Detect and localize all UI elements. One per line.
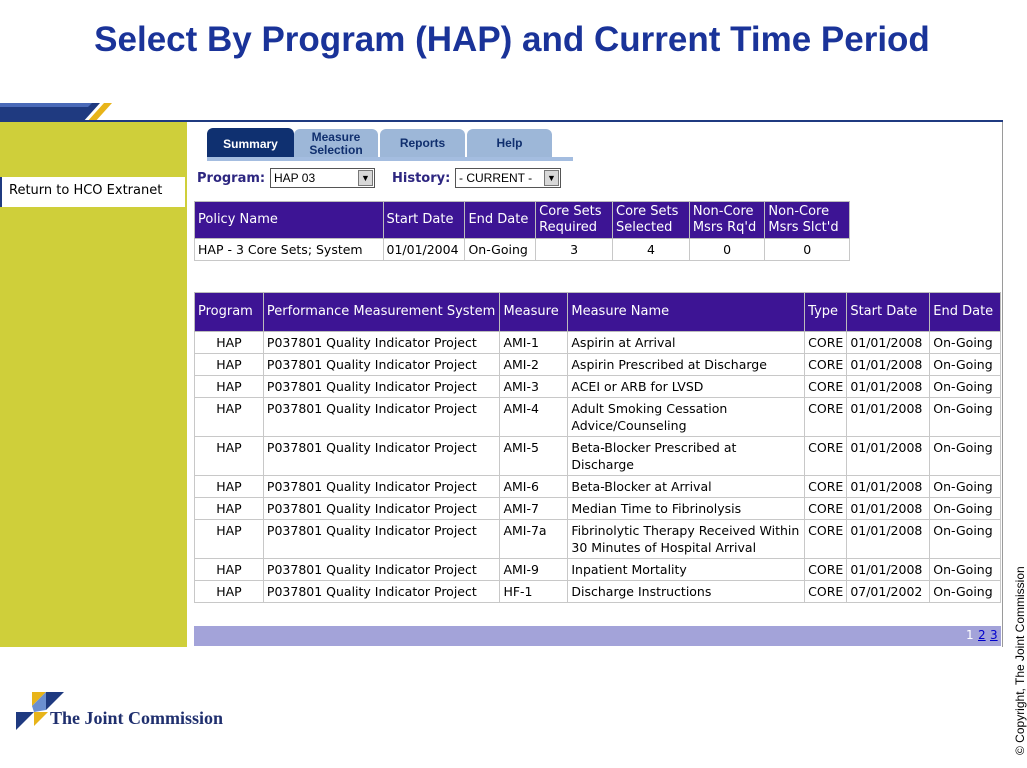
measurement-system-cell: P037801 Quality Indicator Project bbox=[263, 476, 500, 498]
col-performance-measurement-system: Performance Measurement System bbox=[263, 293, 500, 332]
table-row[interactable] bbox=[195, 498, 1001, 520]
end-date-cell: On-Going bbox=[930, 559, 1001, 581]
program-cell: HAP bbox=[195, 376, 264, 398]
program-select-value: HAP 03 bbox=[274, 171, 316, 185]
program-cell: HAP bbox=[195, 581, 264, 603]
core-sets-selected-cell: 4 bbox=[613, 239, 690, 261]
measure-code-cell: AMI-2 bbox=[500, 354, 568, 376]
start-date-cell: 01/01/2008 bbox=[847, 437, 930, 476]
start-date-cell: 01/01/2008 bbox=[847, 332, 930, 354]
measurement-system-cell: P037801 Quality Indicator Project bbox=[263, 398, 500, 437]
end-date-cell: On-Going bbox=[930, 520, 1001, 559]
measurement-system-cell: P037801 Quality Indicator Project bbox=[263, 376, 500, 398]
measure-name-cell: Inpatient Mortality bbox=[568, 559, 805, 581]
measure-name-cell: Discharge Instructions bbox=[568, 581, 805, 603]
measure-code-cell: HF-1 bbox=[500, 581, 568, 603]
start-date-cell: 07/01/2002 bbox=[847, 581, 930, 603]
measure-name-cell: Adult Smoking Cessation Advice/Counseling bbox=[568, 398, 805, 437]
col-noncore-required: Non-Core Msrs Rq'd bbox=[689, 202, 765, 239]
program-cell: HAP bbox=[195, 332, 264, 354]
tab-measure-selection[interactable] bbox=[294, 129, 378, 160]
table-row[interactable] bbox=[195, 332, 1001, 354]
tab-measure-selection-label[interactable]: Measure Selection bbox=[309, 129, 363, 157]
measure-name-cell: Fibrinolytic Therapy Received Within 30 Minutes of Hospital Arrival bbox=[568, 520, 805, 559]
program-label: Program: bbox=[197, 171, 266, 186]
start-date-cell: 01/01/2008 bbox=[847, 520, 930, 559]
col-policy-name: Policy Name bbox=[195, 202, 384, 239]
tab-reports[interactable]: Reports bbox=[380, 129, 465, 160]
measure-name-cell: Median Time to Fibrinolysis bbox=[568, 498, 805, 520]
type-cell: CORE bbox=[805, 498, 847, 520]
pager-page-2-link[interactable]: 2 bbox=[978, 628, 986, 642]
start-date-cell: 01/01/2008 bbox=[847, 498, 930, 520]
end-date-cell: On-Going bbox=[930, 332, 1001, 354]
col-end-date: End Date bbox=[465, 202, 536, 239]
measure-name-cell: Beta-Blocker at Arrival bbox=[568, 476, 805, 498]
table-row[interactable] bbox=[195, 520, 1001, 559]
copyright-text: © Copyright, The Joint Commission bbox=[1013, 566, 1027, 755]
history-label: History: bbox=[392, 171, 451, 186]
type-cell: CORE bbox=[805, 520, 847, 559]
chevron-down-icon[interactable]: ▼ bbox=[544, 170, 559, 186]
program-cell: HAP bbox=[195, 437, 264, 476]
table-row[interactable] bbox=[195, 437, 1001, 476]
measure-code-cell: AMI-9 bbox=[500, 559, 568, 581]
col-start-date: Start Date bbox=[383, 202, 465, 239]
table-row[interactable] bbox=[195, 239, 850, 261]
return-to-extranet-link[interactable] bbox=[0, 177, 185, 207]
policy-name-cell: HAP - 3 Core Sets; System bbox=[195, 239, 384, 261]
pager-page-3-link[interactable]: 3 bbox=[990, 628, 998, 642]
type-cell: CORE bbox=[805, 437, 847, 476]
table-row[interactable] bbox=[195, 398, 1001, 437]
pager bbox=[194, 626, 1001, 646]
policy-header-row bbox=[195, 202, 850, 239]
program-cell: HAP bbox=[195, 520, 264, 559]
col-measure-name: Measure Name bbox=[568, 293, 805, 332]
measurement-system-cell: P037801 Quality Indicator Project bbox=[263, 332, 500, 354]
measure-code-cell: AMI-7 bbox=[500, 498, 568, 520]
type-cell: CORE bbox=[805, 476, 847, 498]
measure-table bbox=[194, 292, 1001, 603]
tab-summary[interactable]: Summary bbox=[207, 128, 294, 161]
tab-help[interactable]: Help bbox=[467, 129, 552, 160]
type-cell: CORE bbox=[805, 332, 847, 354]
measurement-system-cell: P037801 Quality Indicator Project bbox=[263, 354, 500, 376]
slide-title: Select By Program (HAP) and Current Time Period bbox=[94, 20, 930, 59]
col-end-date: End Date bbox=[930, 293, 1001, 332]
logo-text: The Joint Commission bbox=[50, 708, 224, 728]
table-row[interactable] bbox=[195, 581, 1001, 603]
start-date-cell: 01/01/2008 bbox=[847, 559, 930, 581]
program-cell: HAP bbox=[195, 354, 264, 376]
measure-code-cell: AMI-4 bbox=[500, 398, 568, 437]
type-cell: CORE bbox=[805, 354, 847, 376]
tab-bar-underline bbox=[207, 157, 573, 161]
end-date-cell: On-Going bbox=[930, 476, 1001, 498]
measure-name-cell: ACEI or ARB for LVSD bbox=[568, 376, 805, 398]
chevron-down-icon[interactable]: ▼ bbox=[358, 170, 373, 186]
start-date-cell: 01/01/2008 bbox=[847, 354, 930, 376]
table-row[interactable] bbox=[195, 559, 1001, 581]
type-cell: CORE bbox=[805, 376, 847, 398]
type-cell: CORE bbox=[805, 398, 847, 437]
measure-code-cell: AMI-5 bbox=[500, 437, 568, 476]
col-start-date: Start Date bbox=[847, 293, 930, 332]
return-to-extranet-label[interactable]: Return to HCO Extranet bbox=[9, 183, 163, 198]
type-cell: CORE bbox=[805, 581, 847, 603]
measurement-system-cell: P037801 Quality Indicator Project bbox=[263, 520, 500, 559]
measure-name-cell: Aspirin Prescribed at Discharge bbox=[568, 354, 805, 376]
measurement-system-cell: P037801 Quality Indicator Project bbox=[263, 437, 500, 476]
type-cell: CORE bbox=[805, 559, 847, 581]
col-core-sets-selected: Core Sets Selected bbox=[613, 202, 690, 239]
col-program: Program bbox=[195, 293, 264, 332]
table-row[interactable] bbox=[195, 476, 1001, 498]
noncore-required-cell: 0 bbox=[689, 239, 765, 261]
start-date-cell: 01/01/2008 bbox=[847, 376, 930, 398]
end-date-cell: On-Going bbox=[930, 354, 1001, 376]
start-date-cell: 01/01/2008 bbox=[847, 398, 930, 437]
history-select-value: - CURRENT - bbox=[459, 171, 533, 185]
col-core-sets-required: Core Sets Required bbox=[536, 202, 613, 239]
col-noncore-selected: Non-Core Msrs Slct'd bbox=[765, 202, 850, 239]
measure-header-row bbox=[195, 293, 1001, 332]
history-select[interactable] bbox=[455, 168, 561, 188]
end-date-cell: On-Going bbox=[930, 437, 1001, 476]
program-cell: HAP bbox=[195, 559, 264, 581]
end-date-cell: On-Going bbox=[930, 498, 1001, 520]
sidebar bbox=[0, 122, 187, 647]
pager-current-page: 1 bbox=[966, 628, 974, 642]
measurement-system-cell: P037801 Quality Indicator Project bbox=[263, 581, 500, 603]
measure-name-cell: Aspirin at Arrival bbox=[568, 332, 805, 354]
start-date-cell: 01/01/2004 bbox=[383, 239, 465, 261]
program-cell: HAP bbox=[195, 476, 264, 498]
measure-name-cell: Beta-Blocker Prescribed at Discharge bbox=[568, 437, 805, 476]
measure-code-cell: AMI-6 bbox=[500, 476, 568, 498]
program-cell: HAP bbox=[195, 498, 264, 520]
policy-table bbox=[194, 201, 850, 261]
table-row[interactable] bbox=[195, 354, 1001, 376]
measure-code-cell: AMI-7a bbox=[500, 520, 568, 559]
end-date-cell: On-Going bbox=[930, 376, 1001, 398]
noncore-selected-cell: 0 bbox=[765, 239, 850, 261]
filter-row bbox=[195, 168, 575, 192]
end-date-cell: On-Going bbox=[465, 239, 536, 261]
col-measure: Measure bbox=[500, 293, 568, 332]
measure-code-cell: AMI-3 bbox=[500, 376, 568, 398]
program-select[interactable] bbox=[270, 168, 375, 188]
start-date-cell: 01/01/2008 bbox=[847, 476, 930, 498]
measurement-system-cell: P037801 Quality Indicator Project bbox=[263, 498, 500, 520]
table-row[interactable] bbox=[195, 376, 1001, 398]
col-type: Type bbox=[805, 293, 847, 332]
end-date-cell: On-Going bbox=[930, 581, 1001, 603]
end-date-cell: On-Going bbox=[930, 398, 1001, 437]
measure-code-cell: AMI-1 bbox=[500, 332, 568, 354]
core-sets-required-cell: 3 bbox=[536, 239, 613, 261]
program-cell: HAP bbox=[195, 398, 264, 437]
measurement-system-cell: P037801 Quality Indicator Project bbox=[263, 559, 500, 581]
